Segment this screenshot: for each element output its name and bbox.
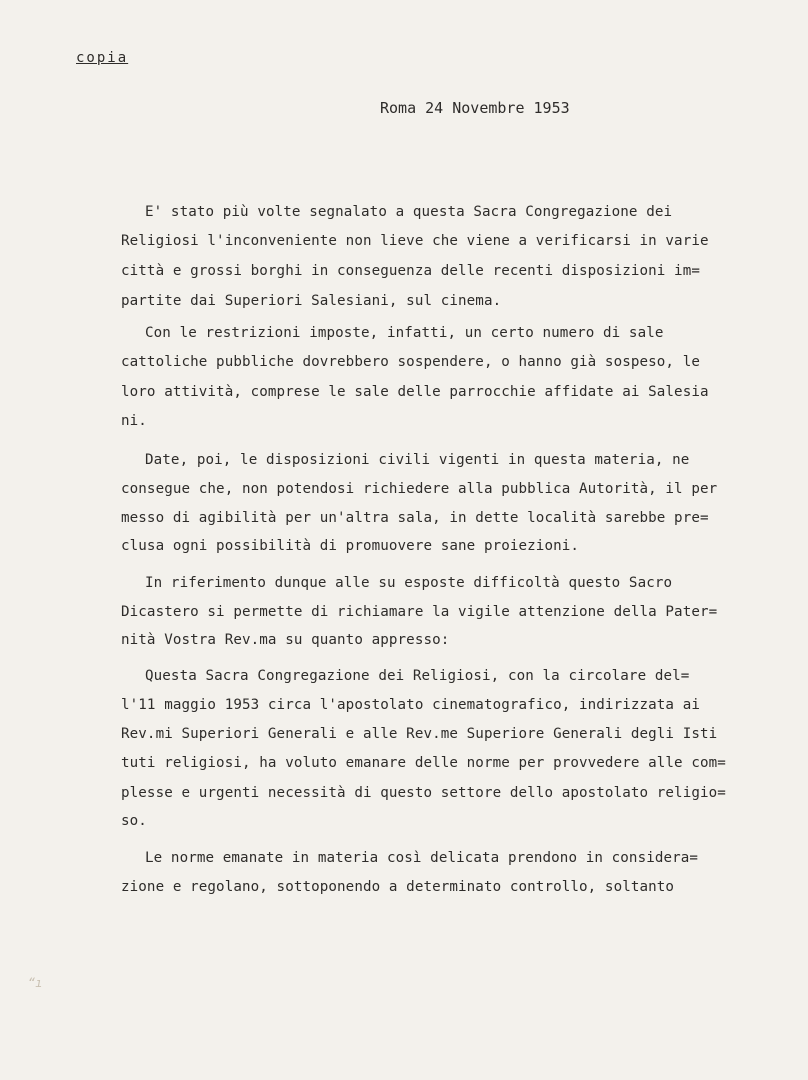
text-line: città e grossi borghi in conseguenza delle recenti disposizioni im= bbox=[121, 263, 700, 279]
text-line: Date, poi, le disposizioni civili vigenti in questa materia, ne bbox=[145, 452, 690, 468]
text-line: loro attività, comprese le sale delle parrocchie affidate ai Salesia bbox=[121, 384, 709, 400]
text-line: nità Vostra Rev.ma su quanto appresso: bbox=[121, 632, 450, 648]
text-line: zione e regolano, sottoponendo a determinato controllo, soltanto bbox=[121, 879, 675, 895]
text-line: so. bbox=[121, 813, 147, 829]
text-line: l'11 maggio 1953 circa l'apostolato cinematografico, indirizzata ai bbox=[121, 697, 700, 713]
text-line: clusa ogni possibilità di promuovere sane proiezioni. bbox=[121, 538, 580, 554]
text-line: ni. bbox=[121, 413, 147, 429]
text-line: consegue che, non potendosi richiedere alla pubblica Autorità, il per bbox=[121, 481, 718, 497]
text-line: E' stato più volte segnalato a questa Sacra Congregazione dei bbox=[145, 204, 673, 220]
text-line: Questa Sacra Congregazione dei Religiosi, con la circolare del= bbox=[145, 668, 690, 684]
text-line: tuti religiosi, ha voluto emanare delle norme per provvedere alle com= bbox=[121, 755, 726, 771]
margin-mark: “ı bbox=[28, 976, 43, 990]
text-line: partite dai Superiori Salesiani, sul cinema. bbox=[121, 293, 502, 309]
text-line: In riferimento dunque alle su esposte difficoltà questo Sacro bbox=[145, 575, 673, 591]
text-line: plesse e urgenti necessità di questo settore dello apostolato religio= bbox=[121, 785, 726, 801]
text-line: messo di agibilità per un'altra sala, in dette località sarebbe pre= bbox=[121, 510, 709, 526]
text-line: Le norme emanate in materia così delicata prendono in considera= bbox=[145, 850, 699, 866]
text-line: Con le restrizioni imposte, infatti, un certo numero di sale bbox=[145, 325, 664, 341]
text-line: Dicastero si permette di richiamare la vigile attenzione della Pater= bbox=[121, 604, 718, 620]
text-line: Rev.mi Superiori Generali e alle Rev.me Superiore Generali degli Isti bbox=[121, 726, 718, 742]
text-line: cattoliche pubbliche dovrebbero sospendere, o hanno già sospeso, le bbox=[121, 354, 700, 370]
copy-header: copia bbox=[76, 50, 129, 66]
date-line: Roma 24 Novembre 1953 bbox=[380, 99, 570, 117]
text-line: Religiosi l'inconveniente non lieve che viene a verificarsi in varie bbox=[121, 233, 709, 249]
